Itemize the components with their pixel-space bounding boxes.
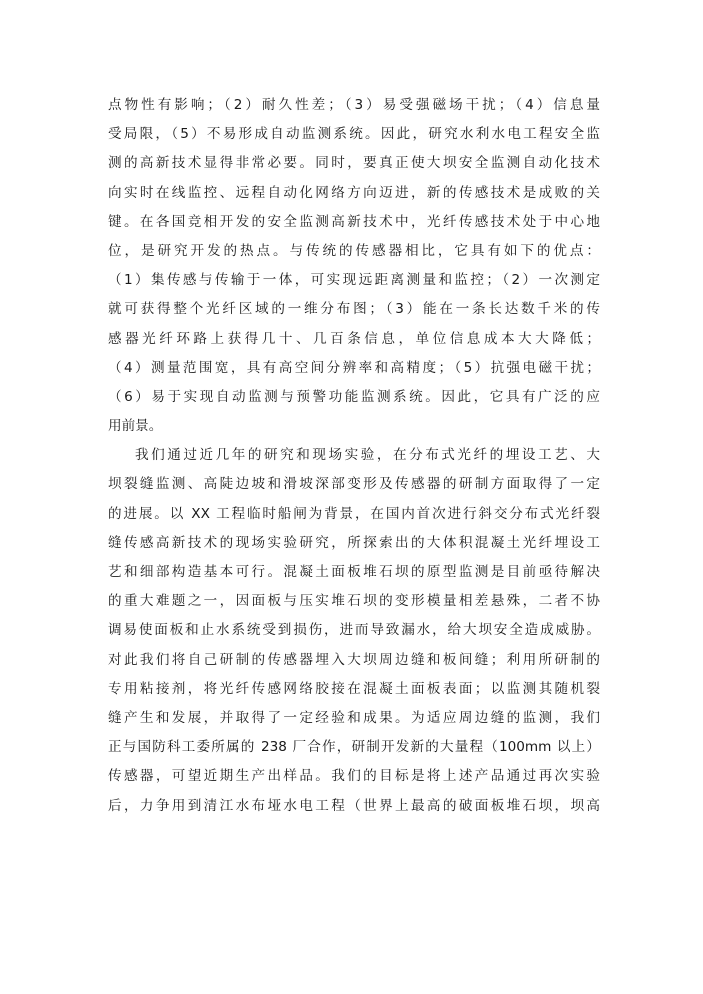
text-line: 缝产生和发展，并取得了一定经验和成果。为适应周边缝的监测，我们 (108, 709, 600, 726)
text-line: （6）易于实现自动监测与预警功能监测系统。因此，它具有广泛的应 (108, 388, 600, 405)
text-line: 测的高新技术显得非常必要。同时，要真正使大坝安全监测自动化技术 (108, 155, 600, 172)
text-line: 坝裂缝监测、高陡边坡和滑坡深部变形及传感器的研制方面取得了一定 (108, 476, 600, 493)
text-line: 专用粘接剂，将光纤传感网络胶接在混凝土面板表面；以监测其随机裂 (108, 680, 600, 697)
text-line: 艺和细部构造基本可行。混凝土面板堆石坝的原型监测是目前亟待解决 (108, 564, 600, 580)
text-line: 的进展。以 XX 工程临时船闸为背景，在国内首次进行斜交分布式光纤裂 (108, 505, 600, 522)
text-line: （4）测量范围宽，具有高空间分辨率和高精度；（5）抗强电磁干扰； (108, 359, 600, 376)
text-line: 向实时在线监控、远程自动化网络方向迈进，新的传感技术是成败的关 (108, 184, 600, 201)
text-line: 正与国防科工委所属的 238 厂合作，研制开发新的大量程（100mm 以上） (108, 739, 600, 756)
text-line: 用前景。 (108, 418, 163, 435)
text-line: 的重大难题之一，因面板与压实堆石坝的变形模量相差悬殊，二者不协 (108, 593, 600, 610)
text-line: 感器光纤环路上获得几十、几百条信息，单位信息成本大大降低； (108, 330, 600, 347)
text-line: 受局限，（5）不易形成自动监测系统。因此，研究水利水电工程安全监 (108, 126, 600, 143)
document-body (108, 91, 600, 821)
text-line: 键。在各国竞相开发的安全监测高新技术中，光纤传感技术处于中心地 (108, 213, 600, 230)
text-line: 传感器，可望近期生产出样品。我们的目标是将上述产品通过再次实验 (108, 768, 600, 785)
text-line: 缝传感高新技术的现场实验研究，所探索出的大体积混凝土光纤埋设工 (108, 534, 600, 551)
text-line: 点物性有影响；（2）耐久性差；（3）易受强磁场干扰；（4）信息量 (108, 97, 600, 113)
text-line: 对此我们将自己研制的传感器埋入大坝周边缝和板间缝；利用所研制的 (108, 651, 600, 668)
text-line: 调易使面板和止水系统受到损伤，进而导致漏水，给大坝安全造成威胁。 (108, 622, 600, 639)
text-line: （1）集传感与传输于一体，可实现远距离测量和监控；（2）一次测定 (108, 272, 600, 289)
text-line: 后，力争用到清江水布垭水电工程（世界上最高的破面板堆石坝，坝高 (108, 797, 600, 814)
text-line: 位，是研究开发的热点。与传统的传感器相比，它具有如下的优点： (108, 242, 600, 259)
paragraph-first-line: 我们通过近几年的研究和现场实验，在分布式光纤的埋设工艺、大 (135, 447, 600, 464)
text-line: 就可获得整个光纤区域的一维分布图；（3）能在一条长达数千米的传 (108, 301, 600, 318)
